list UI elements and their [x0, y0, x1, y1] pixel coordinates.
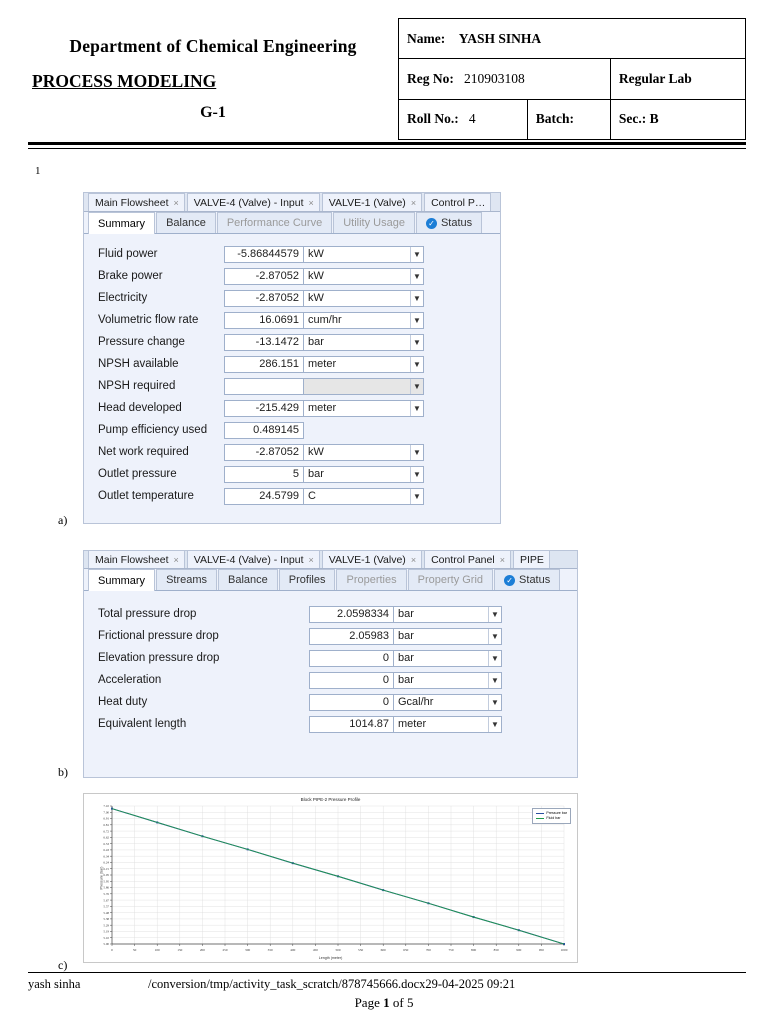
panel-b-row [84, 625, 577, 647]
chevron-down-icon[interactable]: ▼ [410, 269, 423, 284]
svg-text:7.00: 7.00 [103, 810, 109, 815]
svg-text:5.29: 5.29 [103, 923, 109, 928]
field-value-input[interactable]: 1014.87 [309, 716, 394, 733]
unit-label: bar [398, 673, 414, 686]
svg-text:200: 200 [199, 948, 205, 952]
field-label: Elevation pressure drop [98, 652, 220, 664]
svg-text:700: 700 [425, 948, 431, 952]
tab-label: Control Panel [431, 553, 495, 566]
svg-text:5.10: 5.10 [103, 935, 109, 940]
svg-text:950: 950 [538, 948, 544, 952]
close-icon[interactable]: × [173, 554, 179, 565]
sec-label: Sec.: B [618, 111, 659, 127]
lab-type-label: Regular Lab [618, 70, 692, 86]
field-value-input[interactable]: -5.86844579 [224, 246, 304, 263]
panel-a-row [84, 397, 500, 419]
panel-a-row [84, 265, 500, 287]
svg-text:250: 250 [222, 948, 228, 952]
close-icon[interactable]: × [410, 197, 417, 208]
panel-a-row [84, 243, 500, 265]
panel-b-row [84, 691, 577, 713]
unit-dropdown[interactable] [304, 488, 424, 505]
unit-label: bar [398, 629, 414, 642]
panel-b-row [84, 603, 577, 625]
pressure-profile-chart [83, 793, 578, 963]
unit-dropdown[interactable] [304, 290, 424, 307]
field-value-input[interactable]: -2.87052 [224, 268, 304, 285]
svg-text:6.15: 6.15 [103, 866, 109, 871]
unit-label: kW [308, 291, 324, 304]
panel-a-row [84, 353, 500, 375]
subtab-label: Balance [166, 217, 206, 229]
field-label: Brake power [98, 270, 163, 282]
unit-dropdown [304, 378, 424, 395]
panel-a-subtab[interactable] [156, 212, 216, 233]
subtab-label: Status [519, 574, 551, 586]
page-indicator [0, 995, 768, 1011]
svg-text:6.34: 6.34 [103, 854, 109, 859]
chart-plot-area [84, 794, 579, 964]
legend-swatch [536, 818, 544, 820]
svg-text:5.86: 5.86 [103, 885, 109, 890]
field-label: Net work required [98, 446, 189, 458]
field-value-input[interactable]: 0.489145 [224, 422, 304, 439]
svg-text:800: 800 [471, 948, 477, 952]
close-icon[interactable]: × [410, 554, 417, 565]
status-check-icon: ✓ [504, 575, 515, 586]
svg-text:650: 650 [403, 948, 409, 952]
panel-b-tab[interactable] [513, 551, 550, 568]
legend-label: Pressure bar [546, 811, 567, 815]
table-row [399, 19, 746, 59]
tab-label: Main Flowsheet [95, 196, 169, 209]
unit-label: cum/hr [308, 313, 342, 326]
svg-text:150: 150 [177, 948, 183, 952]
panel-a-tab[interactable] [88, 193, 185, 211]
panel-a-tab[interactable] [187, 193, 320, 211]
field-value-input[interactable]: -13.1472 [224, 334, 304, 351]
svg-text:5.57: 5.57 [103, 904, 109, 909]
legend-label: Fluid bar [546, 816, 561, 820]
footer-path: /conversion/tmp/activity_task_scratch/878745666.docx29-04-2025 09:21 [148, 977, 516, 991]
panel-b-subtab[interactable] [156, 569, 217, 590]
panel-a-row [84, 419, 500, 441]
chevron-down-icon[interactable]: ▼ [410, 335, 423, 350]
reg-cell [399, 59, 611, 99]
svg-text:1000: 1000 [560, 948, 568, 952]
svg-text:6.05: 6.05 [103, 873, 109, 878]
subtab-label: Profiles [288, 574, 326, 586]
section-number: 1 [35, 165, 41, 177]
field-label: Electricity [98, 292, 148, 304]
panel-a-rows [84, 234, 500, 513]
svg-text:7.10: 7.10 [103, 804, 109, 809]
panel-a-row [84, 375, 500, 397]
panel-a-tab[interactable] [424, 193, 491, 211]
footer-divider [28, 972, 746, 973]
panel-a-subtab[interactable] [333, 212, 415, 233]
unit-dropdown[interactable] [394, 672, 502, 689]
tab-label: Main Flowsheet [95, 553, 169, 566]
pipe-summary-panel [83, 550, 578, 778]
close-icon[interactable]: × [499, 554, 505, 565]
field-label: Equivalent length [98, 718, 187, 730]
field-label: NPSH available [98, 358, 179, 370]
svg-text:5.76: 5.76 [103, 892, 109, 897]
svg-text:5.95: 5.95 [103, 879, 109, 884]
panel-b-row [84, 669, 577, 691]
tab-label: VALVE-1 (Valve) [328, 196, 406, 209]
field-value-input[interactable]: 286.151 [224, 356, 304, 373]
unit-label: kW [308, 247, 324, 260]
panel-a-subtabs[interactable] [84, 212, 500, 234]
tab-label: VALVE-4 (Valve) - Input [193, 553, 304, 566]
unit-label: meter [308, 357, 337, 370]
chevron-down-icon[interactable]: ▼ [488, 629, 501, 644]
unit-dropdown[interactable] [394, 694, 502, 711]
field-value-input[interactable]: 2.05983 [309, 628, 394, 645]
field-label: Acceleration [98, 674, 162, 686]
chevron-down-icon[interactable]: ▼ [410, 379, 423, 394]
unit-dropdown[interactable] [304, 334, 424, 351]
subtab-label: Property Grid [417, 574, 484, 586]
field-label: Frictional pressure drop [98, 630, 219, 642]
sec-cell [610, 99, 745, 139]
panel-b-subtab[interactable] [279, 569, 336, 590]
svg-text:5.67: 5.67 [103, 898, 109, 903]
page-current: 1 [383, 995, 390, 1010]
footer-author: yash sinha [28, 977, 81, 991]
field-value-input[interactable]: -2.87052 [224, 290, 304, 307]
chevron-down-icon[interactable]: ▼ [410, 291, 423, 306]
reg-label: Reg No: [407, 70, 454, 86]
roll-value: 4 [468, 111, 476, 127]
legend-item [536, 816, 567, 821]
chevron-down-icon[interactable]: ▼ [488, 695, 501, 710]
svg-text:100: 100 [154, 948, 160, 952]
panel-a-row [84, 331, 500, 353]
header-divider-thin [28, 148, 746, 149]
page-mid: of [389, 995, 407, 1010]
field-label: Outlet temperature [98, 490, 194, 502]
panel-b-tab[interactable] [424, 551, 511, 568]
chevron-down-icon[interactable]: ▼ [410, 357, 423, 372]
unit-label: kW [308, 269, 324, 282]
field-label: NPSH required [98, 380, 176, 392]
chevron-down-icon[interactable]: ▼ [410, 401, 423, 416]
panel-a-subtab[interactable] [217, 212, 332, 233]
department-title: Department of Chemical Engineering [69, 36, 357, 56]
subtab-label: Streams [166, 574, 208, 586]
subtab-label: Summary [98, 217, 146, 230]
subtab-label: Status [440, 217, 473, 229]
tab-label: VALVE-1 (Valve) [328, 553, 406, 566]
svg-text:6.91: 6.91 [103, 816, 109, 821]
svg-text:6.53: 6.53 [103, 841, 109, 846]
svg-text:6.72: 6.72 [103, 829, 109, 834]
unit-dropdown[interactable] [304, 444, 424, 461]
unit-dropdown[interactable] [304, 466, 424, 483]
chevron-down-icon[interactable]: ▼ [410, 467, 423, 482]
panel-b-tabstrip[interactable] [84, 551, 577, 569]
batch-label: Batch: [535, 111, 574, 127]
unit-dropdown[interactable] [304, 268, 424, 285]
roll-label: Roll No.: [407, 111, 459, 127]
chevron-down-icon[interactable]: ▼ [488, 607, 501, 622]
reg-value: 210903108 [464, 70, 525, 86]
caption-b: b) [58, 765, 68, 779]
name-cell [399, 19, 746, 59]
panel-b-row [84, 647, 577, 669]
field-label: Pump efficiency used [98, 424, 208, 436]
unit-dropdown[interactable] [394, 606, 502, 623]
panel-a-tab[interactable] [322, 193, 422, 211]
unit-dropdown[interactable] [394, 716, 502, 733]
pump-summary-panel [83, 192, 501, 524]
panel-b-subtab[interactable] [88, 569, 155, 591]
panel-a-row [84, 441, 500, 463]
panel-b-row [84, 713, 577, 735]
tab-label: Control P… [431, 196, 486, 209]
page-total: 5 [406, 995, 414, 1010]
chart-x-axis-label: Length (meter) [318, 956, 343, 960]
panel-a-row [84, 485, 500, 507]
course-title: PROCESS MODELING [32, 71, 217, 91]
panel-a-subtab[interactable] [416, 212, 482, 233]
svg-text:300: 300 [245, 948, 251, 952]
caption-c: c) [58, 958, 68, 972]
field-label: Outlet pressure [98, 468, 177, 480]
tab-label: PIPE [519, 553, 544, 566]
table-row [399, 99, 746, 139]
field-label: Total pressure drop [98, 608, 197, 620]
panel-b-subtabs[interactable] [84, 569, 577, 591]
svg-text:550: 550 [358, 948, 364, 952]
panel-a-row [84, 309, 500, 331]
chevron-down-icon[interactable]: ▼ [488, 651, 501, 666]
unit-dropdown[interactable] [394, 628, 502, 645]
unit-label: bar [398, 607, 414, 620]
table-row [399, 59, 746, 99]
panel-b-subtab[interactable] [336, 569, 406, 590]
panel-b-tab[interactable] [187, 551, 320, 568]
close-icon[interactable]: × [308, 197, 314, 208]
chevron-down-icon[interactable]: ▼ [410, 489, 423, 504]
svg-text:600: 600 [380, 948, 386, 952]
unit-label: C [308, 489, 316, 502]
header-divider-thick [28, 142, 746, 145]
tab-label: VALVE-4 (Valve) - Input [193, 196, 304, 209]
svg-text:6.24: 6.24 [103, 860, 109, 865]
chevron-down-icon[interactable]: ▼ [488, 673, 501, 688]
svg-text:5.00: 5.00 [103, 942, 109, 947]
panel-a-tabstrip[interactable] [84, 193, 500, 212]
field-label: Volumetric flow rate [98, 314, 199, 326]
field-value-input[interactable]: -2.87052 [224, 444, 304, 461]
unit-label: bar [308, 467, 324, 480]
chart-legend [532, 808, 571, 824]
field-value-input[interactable]: -215.429 [224, 400, 304, 417]
panel-a-subtab[interactable] [88, 212, 155, 234]
svg-text:400: 400 [290, 948, 296, 952]
roll-cell [399, 99, 528, 139]
page-prefix: Page [354, 995, 384, 1010]
unit-label: kW [308, 445, 324, 458]
svg-text:5.38: 5.38 [103, 917, 109, 922]
unit-label: bar [308, 335, 324, 348]
caption-a: a) [58, 513, 68, 527]
field-value-input[interactable]: 0 [309, 694, 394, 711]
subtab-label: Balance [228, 574, 268, 586]
svg-text:6.62: 6.62 [103, 835, 109, 840]
svg-text:450: 450 [312, 948, 318, 952]
legend-swatch [536, 813, 544, 815]
unit-dropdown[interactable] [394, 650, 502, 667]
chevron-down-icon[interactable]: ▼ [410, 445, 423, 460]
name-label: Name: [407, 30, 446, 46]
unit-label: bar [398, 651, 414, 664]
unit-dropdown[interactable] [304, 356, 424, 373]
status-check-icon: ✓ [426, 218, 437, 229]
header-left-block [28, 18, 398, 140]
unit-dropdown[interactable] [304, 246, 424, 263]
panel-b-subtab[interactable] [408, 569, 493, 590]
field-value-input[interactable]: 2.0598334 [309, 606, 394, 623]
svg-text:50: 50 [132, 948, 137, 952]
panel-b-rows [84, 591, 577, 741]
field-value-input[interactable]: 16.0691 [224, 312, 304, 329]
subtab-label: Summary [98, 574, 146, 587]
svg-text:5.48: 5.48 [103, 910, 109, 915]
batch-cell [527, 99, 610, 139]
unit-label: meter [308, 401, 337, 414]
chevron-down-icon[interactable]: ▼ [410, 313, 423, 328]
close-icon[interactable]: × [308, 554, 314, 565]
field-label: Pressure change [98, 336, 185, 348]
chart-y-axis-label: Pressure (bar) [99, 866, 104, 890]
group-label: G-1 [200, 104, 226, 121]
subtab-label: Properties [346, 574, 397, 586]
panel-a-row [84, 463, 500, 485]
field-label: Fluid power [98, 248, 158, 260]
field-value-input[interactable]: 0 [309, 650, 394, 667]
chart-title: Block PIPE-2 Pressure Profile [300, 797, 361, 802]
svg-text:6.43: 6.43 [103, 848, 109, 853]
subtab-label: Performance Curve [226, 217, 323, 229]
svg-text:850: 850 [493, 948, 499, 952]
svg-text:6.81: 6.81 [103, 823, 109, 828]
field-label: Head developed [98, 402, 182, 414]
panel-b-subtab[interactable] [218, 569, 278, 590]
svg-text:900: 900 [516, 948, 522, 952]
field-label: Heat duty [98, 696, 148, 708]
unit-label: meter [398, 717, 427, 730]
document-header [28, 18, 746, 140]
name-value: YASH SINHA [458, 30, 542, 46]
panel-b-subtab[interactable] [494, 569, 560, 590]
field-value-input[interactable]: 24.5799 [224, 488, 304, 505]
document-footer [28, 977, 746, 992]
field-value-input[interactable] [224, 378, 304, 395]
unit-dropdown[interactable] [304, 312, 424, 329]
svg-text:5.19: 5.19 [103, 929, 109, 934]
svg-text:0: 0 [111, 948, 113, 952]
panel-b-tab[interactable] [88, 551, 185, 568]
unit-dropdown[interactable] [304, 400, 424, 417]
field-value-input[interactable]: 5 [224, 466, 304, 483]
svg-text:350: 350 [267, 948, 273, 952]
student-info-table [398, 18, 746, 140]
svg-text:500: 500 [335, 948, 341, 952]
chevron-down-icon[interactable]: ▼ [410, 247, 423, 262]
subtab-label: Utility Usage [343, 217, 405, 229]
svg-text:750: 750 [448, 948, 454, 952]
chevron-down-icon[interactable]: ▼ [488, 717, 501, 732]
panel-b-tab[interactable] [322, 551, 422, 568]
panel-a-row [84, 287, 500, 309]
field-value-input[interactable]: 0 [309, 672, 394, 689]
unit-label: Gcal/hr [398, 695, 434, 708]
lab-type-cell [610, 59, 745, 99]
close-icon[interactable]: × [173, 197, 179, 208]
